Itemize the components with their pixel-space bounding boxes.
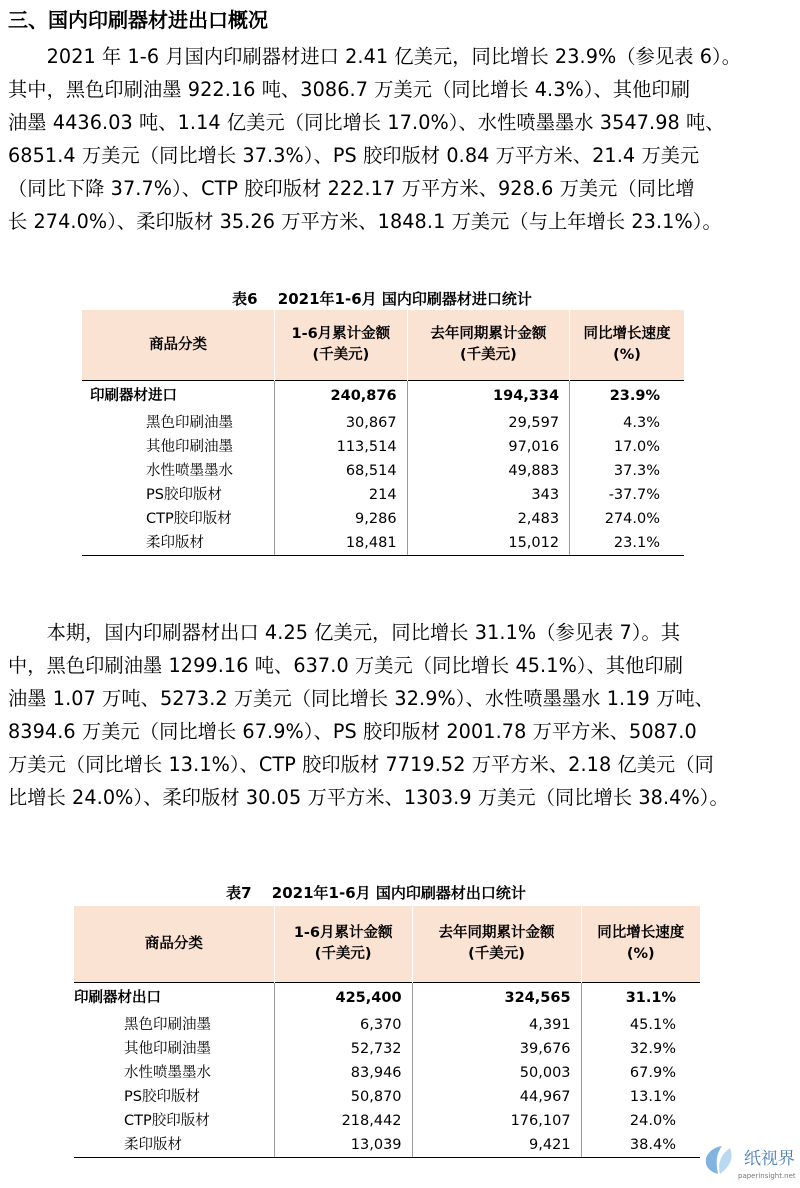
cell-current: 52,732 xyxy=(274,1037,412,1061)
cell-growth: 67.9% xyxy=(581,1061,700,1085)
paragraph-line: 本期，国内印刷器材出口 4.25 亿美元，同比增长 31.1%（参见表 7）。其 xyxy=(8,621,681,644)
watermark-text: 纸视界 xyxy=(744,1149,795,1169)
table-row xyxy=(82,483,684,507)
column-header: 商品分类 xyxy=(74,906,274,983)
import-table xyxy=(82,310,684,556)
section-heading: 三、国内印刷器材进出口概况 xyxy=(8,8,268,32)
paragraph-line: 比增长 24.0%）、柔印版材 30.05 万平方米、1303.9 万美元（同比增长 38.4%）。 xyxy=(8,786,729,809)
paragraph-line: 中，黑色印刷油墨 1299.16 吨、637.0 万美元（同比增长 45.1%）、其他印刷 xyxy=(8,654,684,677)
paragraph-line: 8394.6 万美元（同比增长 67.9%）、PS 胶印版材 2001.78 万平方米、5087.0 xyxy=(8,720,697,743)
cell-name: PS胶印版材 xyxy=(146,487,222,503)
cell-current: 240,876 xyxy=(275,381,407,412)
cell-name: CTP胶印版材 xyxy=(146,511,232,527)
cell-current: 214 xyxy=(275,483,407,507)
table-row xyxy=(82,435,684,459)
cell-current: 9,286 xyxy=(275,507,407,531)
paragraph-line: 油墨 4436.03 吨、1.14 亿美元（同比增长 17.0%）、水性喷墨墨水 3547.98 吨、 xyxy=(8,111,725,134)
cell-name: 印刷器材进口 xyxy=(90,388,177,404)
table-row xyxy=(82,531,684,556)
watermark-logo xyxy=(700,1140,796,1184)
column-header: 1-6月累计金额 (千美元) xyxy=(275,310,407,381)
cell-previous: 49,883 xyxy=(407,459,570,483)
cell-current: 425,400 xyxy=(274,983,412,1014)
export-table xyxy=(74,906,700,1158)
cell-previous: 4,391 xyxy=(412,1013,581,1037)
cell-name: PS胶印版材 xyxy=(124,1089,200,1105)
table-row xyxy=(82,459,684,483)
paragraph-line: （同比下降 37.7%）、CTP 胶印版材 222.17 万平方米、928.6 万美元（同比增 xyxy=(8,177,695,200)
header-row xyxy=(82,310,684,381)
watermark-url: paperinsight.net xyxy=(738,1172,796,1180)
cell-previous: 2,483 xyxy=(407,507,570,531)
cell-current: 113,514 xyxy=(275,435,407,459)
header-row xyxy=(74,906,700,983)
table-row xyxy=(74,1061,700,1085)
cell-growth: 4.3% xyxy=(570,411,684,435)
table-row xyxy=(82,411,684,435)
table-row xyxy=(82,381,684,412)
cell-name: 其他印刷油墨 xyxy=(124,1041,211,1057)
table-row xyxy=(74,1037,700,1061)
cell-previous: 50,003 xyxy=(412,1061,581,1085)
column-header: 去年同期累计金额 (千美元) xyxy=(412,906,581,983)
table6-grid xyxy=(82,310,684,556)
cell-current: 6,370 xyxy=(274,1013,412,1037)
cell-name: 水性喷墨墨水 xyxy=(124,1065,211,1081)
cell-previous: 97,016 xyxy=(407,435,570,459)
logo-icon xyxy=(700,1140,740,1180)
table7-grid xyxy=(74,906,700,1158)
cell-name: 黑色印刷油墨 xyxy=(146,415,233,431)
export-paragraph xyxy=(8,616,792,814)
cell-name: 柔印版材 xyxy=(74,1133,274,1158)
cell-previous: 44,967 xyxy=(412,1085,581,1109)
cell-growth: 23.9% xyxy=(570,381,684,412)
table6-caption: 表6 2021年1-6月 国内印刷器材进口统计 xyxy=(232,290,532,308)
cell-name: 印刷器材出口 xyxy=(74,990,161,1006)
cell-name: 柔印版材 xyxy=(82,531,275,556)
table-row xyxy=(74,983,700,1014)
cell-name: CTP胶印版材 xyxy=(124,1113,210,1129)
paragraph-line: 油墨 1.07 万吨、5273.2 万美元（同比增长 32.9%）、水性喷墨墨水 1.19 万吨、 xyxy=(8,687,714,710)
cell-growth: 23.1% xyxy=(570,531,684,556)
paragraph-line: 万美元（同比增长 13.1%）、CTP 胶印版材 7719.52 万平方米、2.18 亿美元（同 xyxy=(8,753,714,776)
cell-growth: 274.0% xyxy=(570,507,684,531)
table-row xyxy=(74,1109,700,1133)
cell-current: 68,514 xyxy=(275,459,407,483)
paragraph-line: 其中，黑色印刷油墨 922.16 吨、3086.7 万美元（同比增长 4.3%）、其他印刷 xyxy=(8,78,691,101)
paragraph-line: 2021 年 1-6 月国内印刷器材进口 2.41 亿美元，同比增长 23.9%（参见表 6）。 xyxy=(8,45,742,68)
cell-previous: 176,107 xyxy=(412,1109,581,1133)
paragraph-line: 6851.4 万美元（同比增长 37.3%）、PS 胶印版材 0.84 万平方米、21.4 万美元 xyxy=(8,144,700,167)
paragraph-line: 长 274.0%）、柔印版材 35.26 万平方米、1848.1 万美元（与上年增长 23.1%）。 xyxy=(8,210,722,233)
cell-current: 30,867 xyxy=(275,411,407,435)
table-row xyxy=(74,1013,700,1037)
cell-previous: 194,334 xyxy=(407,381,570,412)
table7-caption: 表7 2021年1-6月 国内印刷器材出口统计 xyxy=(226,884,526,902)
cell-name: 水性喷墨墨水 xyxy=(146,463,233,479)
cell-current: 18,481 xyxy=(275,531,407,556)
cell-growth: 38.4% xyxy=(581,1133,700,1158)
import-paragraph xyxy=(8,40,792,238)
table-row xyxy=(74,1133,700,1158)
cell-current: 83,946 xyxy=(274,1061,412,1085)
cell-growth: 17.0% xyxy=(570,435,684,459)
cell-name: 其他印刷油墨 xyxy=(146,439,233,455)
table-row xyxy=(82,507,684,531)
cell-previous: 15,012 xyxy=(407,531,570,556)
column-header: 同比增长速度 (%) xyxy=(581,906,700,983)
cell-growth: 31.1% xyxy=(581,983,700,1014)
column-header: 去年同期累计金额 (千美元) xyxy=(407,310,570,381)
cell-current: 218,442 xyxy=(274,1109,412,1133)
column-header: 1-6月累计金额 (千美元) xyxy=(274,906,412,983)
cell-current: 13,039 xyxy=(274,1133,412,1158)
cell-previous: 343 xyxy=(407,483,570,507)
cell-previous: 29,597 xyxy=(407,411,570,435)
cell-growth: 45.1% xyxy=(581,1013,700,1037)
cell-previous: 9,421 xyxy=(412,1133,581,1158)
cell-previous: 324,565 xyxy=(412,983,581,1014)
cell-previous: 39,676 xyxy=(412,1037,581,1061)
column-header: 商品分类 xyxy=(82,310,275,381)
cell-current: 50,870 xyxy=(274,1085,412,1109)
cell-growth: 37.3% xyxy=(570,459,684,483)
cell-growth: 13.1% xyxy=(581,1085,700,1109)
cell-growth: 24.0% xyxy=(581,1109,700,1133)
cell-growth: -37.7% xyxy=(570,483,684,507)
table-row xyxy=(74,1085,700,1109)
cell-growth: 32.9% xyxy=(581,1037,700,1061)
column-header: 同比增长速度 (%) xyxy=(570,310,684,381)
cell-name: 黑色印刷油墨 xyxy=(124,1017,211,1033)
